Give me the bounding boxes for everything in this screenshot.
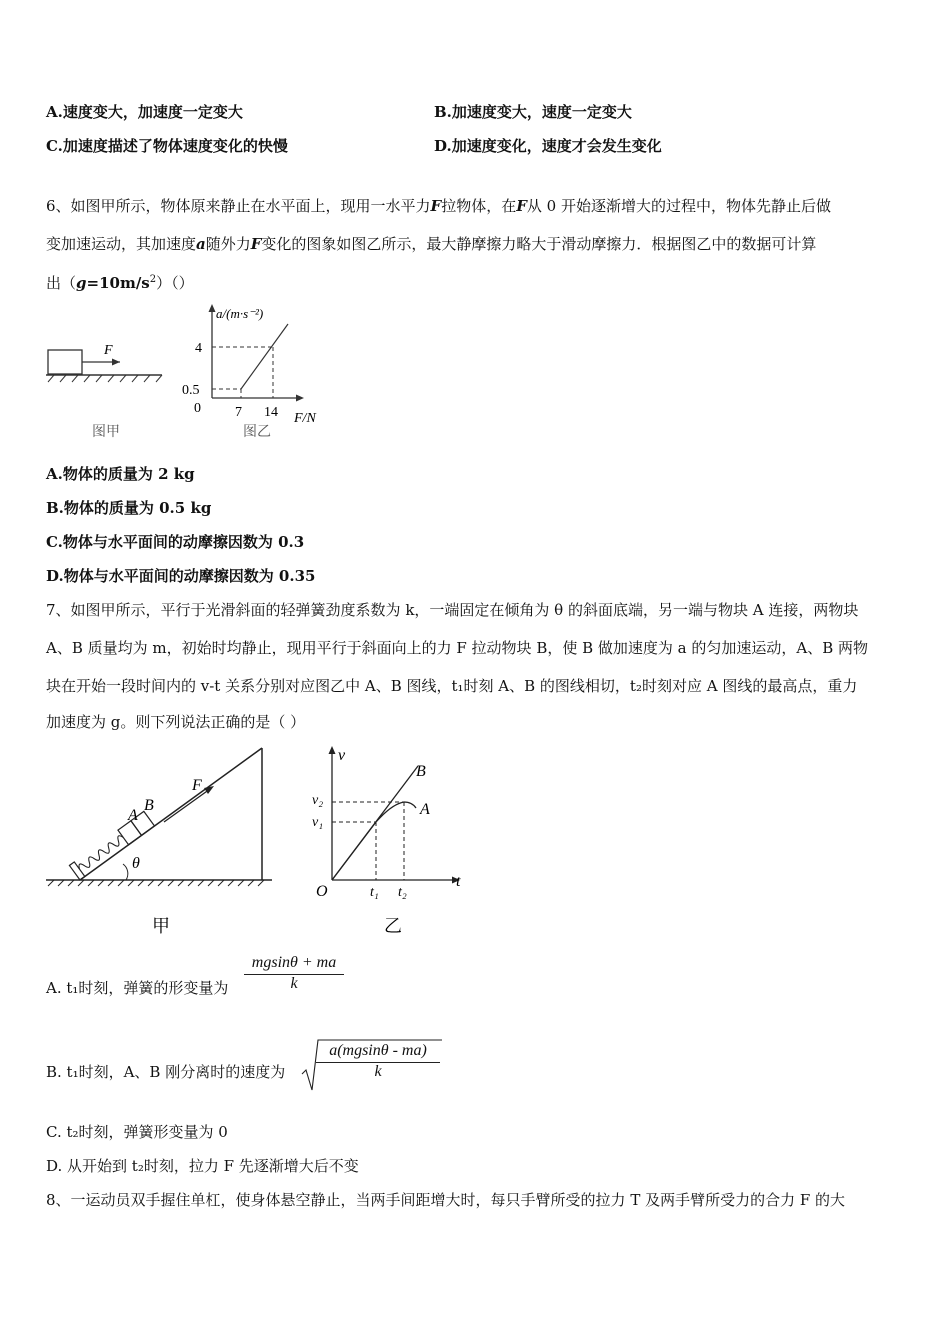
q7-stem-line3: 块在开始一段时间内的 v-t 关系分别对应图乙中 A、B 图线，t₁时刻 A、B 的图线相切，t₂时刻对应 A 图线的最高点，重力 — [46, 677, 858, 695]
q7-option-a-denominator: k — [244, 974, 344, 993]
q7-block-a-label: A — [128, 807, 138, 824]
q7-option-b: B. t₁时刻，A、B 刚分离时的速度为 — [46, 1063, 286, 1081]
q7-curve-a-label: A — [420, 801, 430, 818]
q7-option-b-numerator: a(mgsinθ - ma) — [329, 1042, 427, 1059]
q7-figure — [40, 740, 480, 940]
q6-tick-14: 14 — [264, 405, 278, 420]
q6-option-a: A.物体的质量为 2 kg — [46, 465, 195, 483]
q6-option-b: B.物体的质量为 0.5 kg — [46, 499, 212, 517]
q7-stem-line2: A、B 质量均为 m，初始时均静止，现用平行于斜面向上的力 F 拉动物块 B，使 B 做加速度为 a 的匀加速运动，A、B 两物 — [46, 639, 869, 657]
q6-tick-0: 0 — [194, 401, 201, 416]
q7-option-b-denominator: k — [316, 1062, 440, 1081]
q5-option-b: B.加速度变大，速度一定变大 — [434, 103, 632, 121]
q7-spring-blocks — [69, 811, 154, 880]
q7-axis-t-label: t — [456, 873, 461, 890]
q7-option-c: C. t₂时刻，弹簧形变量为 0 — [46, 1123, 228, 1141]
q7-figure-jia — [46, 748, 272, 936]
q7-option-a-numerator: mgsinθ + ma — [251, 954, 337, 971]
q7-option-a: A. t₁时刻，弹簧的形变量为 — [46, 979, 229, 997]
q7-origin-label: O — [316, 883, 328, 900]
q6-jia-force-label: F — [104, 343, 113, 358]
q7-t1-label: t₁ — [370, 885, 379, 900]
q7-block-b-label: B — [144, 797, 154, 814]
q7-stem-line4: 加速度为 g。则下列说法正确的是（ ） — [46, 713, 306, 731]
q7-v2-label: v₂ — [312, 793, 324, 808]
q7-option-d: D. 从开始到 t₂时刻，拉力 F 先逐渐增大后不变 — [46, 1157, 359, 1175]
q6-option-c: C.物体与水平面间的动摩擦因数为 0.3 — [46, 533, 305, 551]
q6-stem-line2: 变加速运动，其加速度a随外力F变化的图象如图乙所示，最大静摩擦力略大于滑动摩擦力．根据图乙中的数据可计算 — [46, 235, 817, 253]
q7-t2-label: t₂ — [398, 885, 407, 900]
q8-stem-line1: 8、一运动员双手握住单杠，使身体悬空静止，当两手间距增大时，每只手臂所受的拉力 T 及两手臂所受力的合力 F 的大 — [46, 1191, 846, 1209]
q6-stem-line3: 出$(g=10m/s^2)()$ — [46, 274, 194, 292]
q6-stem-line1: 6、如图甲所示，物体原来静止在水平面上，现用一水平力F拉物体，在F从 0 开始逐渐增大的过程中，物体先静止后做 — [46, 197, 831, 215]
q6-figure — [40, 298, 340, 448]
q5-option-c: C.加速度描述了物体速度变化的快慢 — [46, 137, 288, 155]
q7-figure-yi — [312, 746, 461, 936]
q6-option-d: D.物体与水平面间的动摩擦因数为 0.35 — [46, 567, 316, 585]
q7-curve-b-label: B — [416, 763, 426, 780]
q6-yi-caption: 图乙 — [243, 425, 271, 440]
q7-force-label: F — [192, 777, 202, 794]
q7-option-a-fraction — [244, 954, 344, 993]
q6-axis-x-label: F/N — [294, 411, 316, 426]
q7-axis-v-label: v — [338, 747, 346, 764]
q6-figure-yi — [182, 304, 316, 440]
q7-yi-caption: 乙 — [384, 916, 402, 936]
q6-figure-jia — [46, 343, 162, 440]
q7-stem-line1: 7、如图甲所示，平行于光滑斜面的轻弹簧劲度系数为 k，一端固定在倾角为 θ 的斜面底端，另一端与物块 A 连接，两物块 — [46, 601, 859, 619]
q6-tick-4: 4 — [195, 341, 202, 356]
q7-v1-label: v₁ — [312, 815, 324, 830]
q6-jia-caption: 图甲 — [92, 425, 120, 440]
q6-axis-y-label: a/(m·s⁻²) — [216, 306, 264, 321]
q6-tick-05: 0.5 — [182, 383, 200, 398]
q5-option-d: D.加速度变化，速度才会发生变化 — [434, 137, 662, 155]
q7-jia-caption: 甲 — [152, 916, 170, 936]
q6-tick-7: 7 — [235, 405, 242, 420]
q5-option-a: A.速度变大，加速度一定变大 — [46, 103, 243, 121]
q7-option-b-fraction — [316, 1042, 440, 1081]
q7-theta-label: θ — [132, 855, 140, 872]
